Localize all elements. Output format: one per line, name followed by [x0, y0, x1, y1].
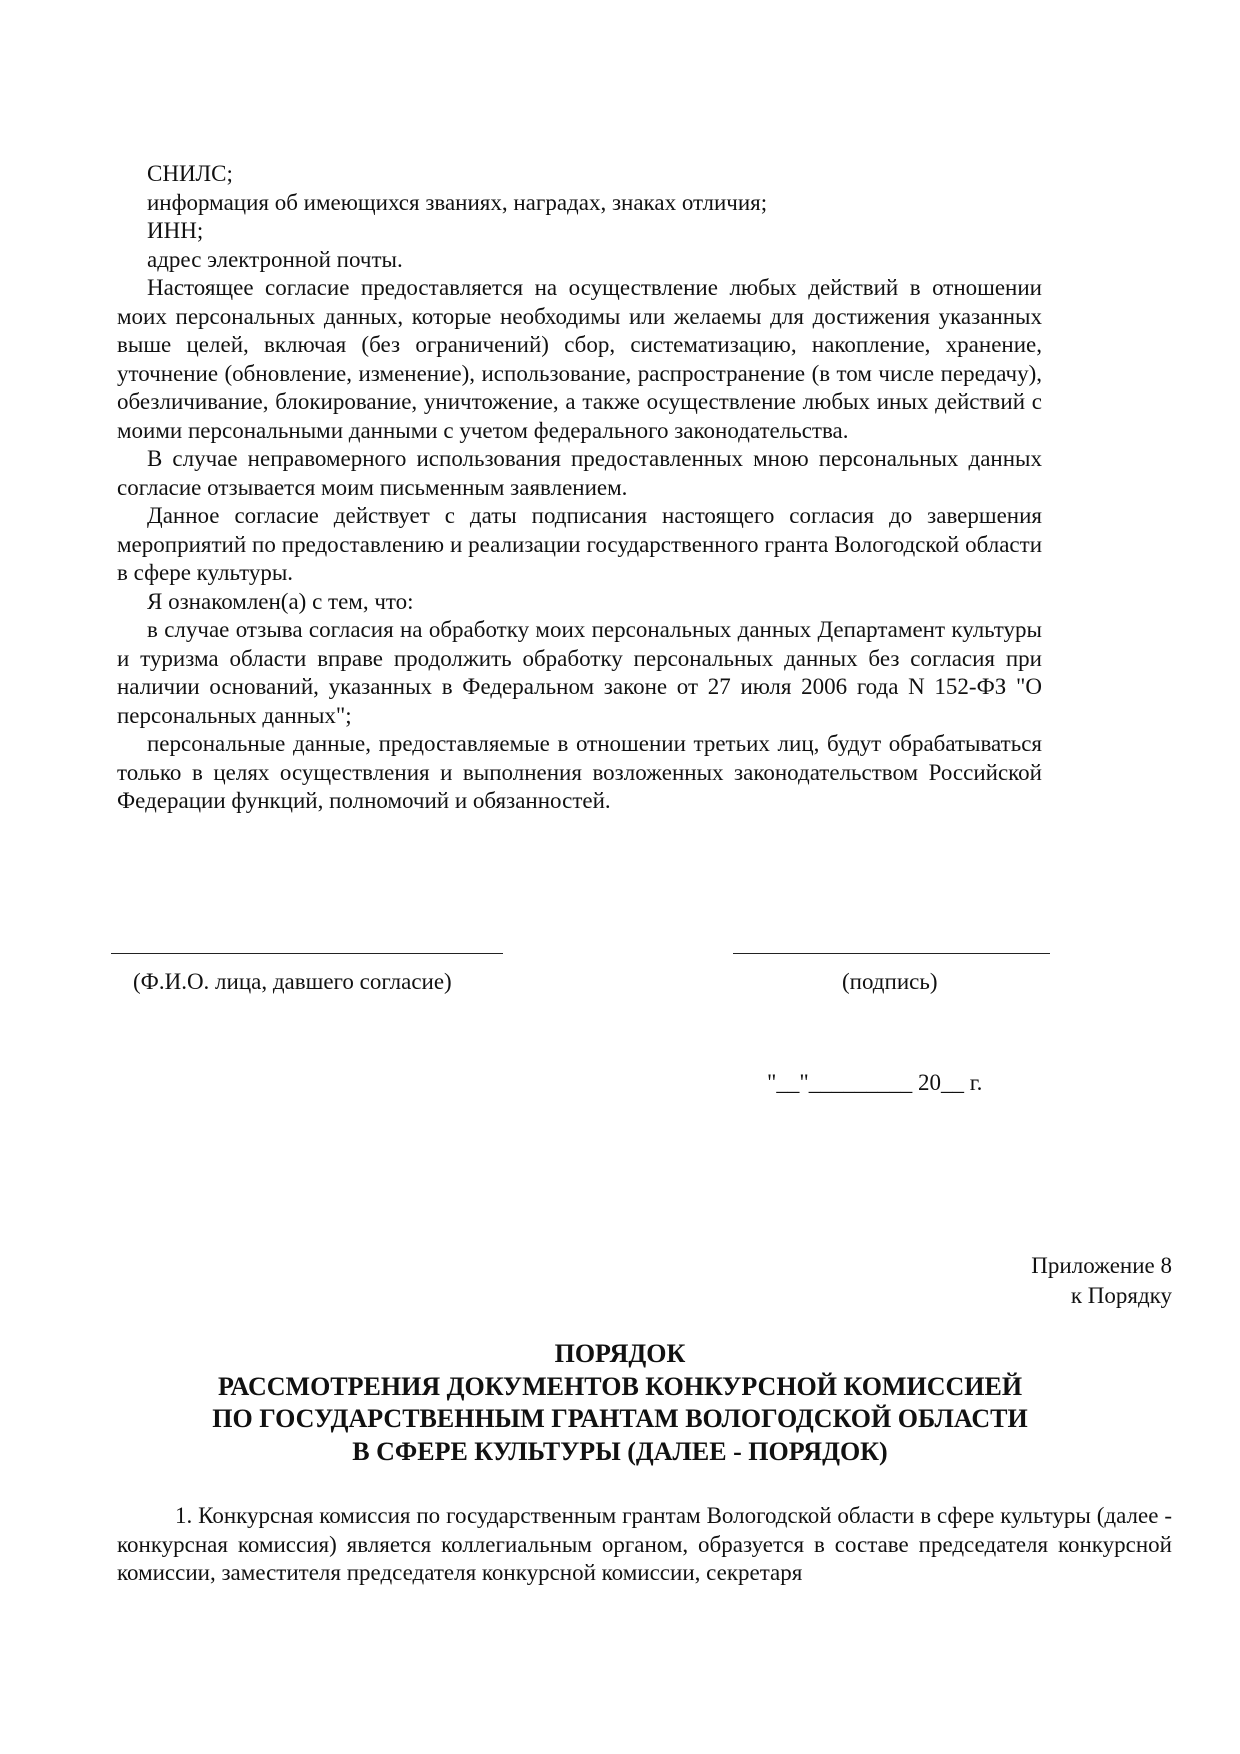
name-caption: (Ф.И.О. лица, давшего согласие): [133, 969, 452, 994]
paragraph-validity: Данное согласие действует с даты подписания настоящего согласия до завершения мероприятий по предоставлению и реализации государственного гранта Вологодской области в сфере культуры.: [117, 503, 1042, 585]
paragraph-revocation: В случае неправомерного использования предоставленных мною персональных данных согласие отзывается моим письменным заявлением.: [117, 446, 1042, 500]
date-line: "__"_________ 20__ г.: [767, 1070, 983, 1095]
appendix-label: [1031, 1251, 1172, 1311]
paragraph-acknowledged: Я ознакомлен(а) с тем, что:: [147, 588, 414, 614]
page-title: [0, 1338, 1240, 1468]
paragraph-scope: Настоящее согласие предоставляется на осуществление любых действий в отношении моих персональных данных, которые необходимы или желаемы для достижения указанных выше целей, включая (без ограничений) сбор, систематизацию, накопление, хранение, уточнение (обновление, изменение), использование, распространение (в том числе передачу), обезличивание, блокирование, уничтожение, а также осуществление любых иных действий с моими персональными данными с учетом федерального законодательства.: [117, 275, 1042, 443]
paragraph-third-parties: персональные данные, предоставляемые в отношении третьих лиц, будут обрабатываться только в целях осуществления и выполнения возложенных законодательством Российской Федерации функций, полномочий и обязанностей.: [117, 731, 1042, 813]
signature-caption: (подпись): [842, 969, 938, 994]
title-line: ПО ГОСУДАРСТВЕННЫМ ГРАНТАМ ВОЛОГОДСКОЙ ОБЛАСТИ: [212, 1404, 1028, 1433]
section-paragraph-1: 1. Конкурсная комиссия по государственным грантам Вологодской области в сфере культуры (далее - конкурсная комиссия) является коллегиальным органом, образуется в составе председателя конкурсной комиссии, заместителя председателя конкурсной комиссии, секретаря: [117, 1503, 1172, 1585]
title-line: РАССМОТРЕНИЯ ДОКУМЕНТОВ КОНКУРСНОЙ КОМИССИЕЙ: [217, 1371, 1023, 1401]
consent-body: [117, 160, 1042, 816]
signature-line: [733, 953, 1050, 954]
appendix-number: Приложение 8: [1031, 1253, 1172, 1278]
paragraph-withdrawal: в случае отзыва согласия на обработку моих персональных данных Департамент культуры и туризма области вправе продолжить обработку персональных данных без согласия при наличии оснований, указанных в Федеральном законе от 27 июля 2006 года N 152-ФЗ "О персональных данных";: [117, 617, 1042, 728]
title-line: В СФЕРЕ КУЛЬТУРЫ (ДАЛЕЕ - ПОРЯДОК): [352, 1436, 888, 1466]
section-body: [117, 1502, 1172, 1588]
name-signature-line: [111, 953, 503, 954]
title-line: ПОРЯДОК: [554, 1339, 686, 1368]
consent-list-item: адрес электронной почты.: [147, 246, 403, 272]
consent-list-item: информация об имеющихся званиях, наградах, знаках отличия;: [147, 189, 768, 215]
consent-list-item: СНИЛС;: [147, 161, 233, 186]
consent-list-item: ИНН;: [147, 218, 204, 243]
appendix-reference: к Порядку: [1070, 1283, 1172, 1308]
